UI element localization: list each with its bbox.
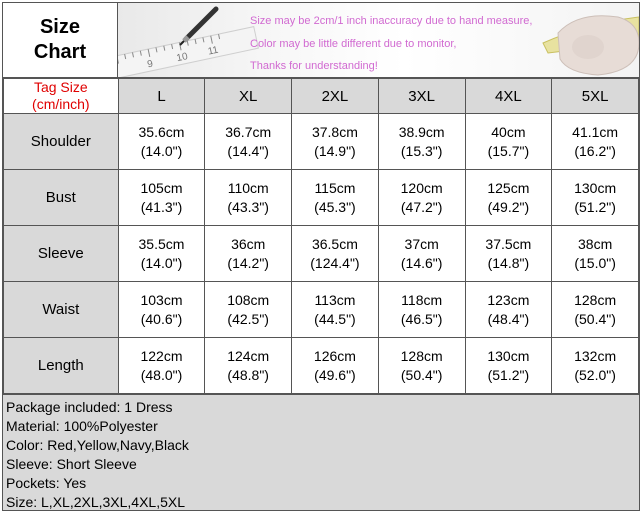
cell-inch: (40.6"): [140, 310, 183, 327]
cell-inch: (44.5"): [314, 310, 356, 327]
cell-cm: 126cm: [313, 347, 356, 364]
size-table: [3, 78, 639, 394]
cell-inch: (15.3"): [400, 142, 443, 159]
cell-inch: (42.5"): [227, 310, 269, 327]
cell-inch: (14.0"): [140, 254, 183, 271]
cell-inch: (14.9"): [314, 142, 356, 159]
table-cell: [205, 114, 292, 170]
table-cell: [552, 170, 639, 226]
table-cell: [465, 114, 552, 170]
cell-cm: 35.5cm: [138, 235, 185, 252]
cell-cm: 122cm: [140, 347, 183, 364]
cell-inch: (47.2"): [400, 198, 443, 215]
chart-title: [3, 3, 118, 77]
row-label-shoulder: Shoulder: [4, 114, 119, 170]
table-cell: [552, 338, 639, 394]
cell-inch: (50.4"): [574, 310, 616, 327]
info-pockets: Pockets: Yes: [6, 475, 87, 491]
cell-cm: 110cm: [227, 179, 269, 196]
product-info: [3, 394, 639, 510]
row-label-bust: Bust: [4, 170, 119, 226]
cell-inch: (51.2"): [487, 366, 530, 383]
cell-inch: (43.3"): [227, 198, 269, 215]
ruler-mark-9: 9: [146, 58, 155, 71]
tag-size-label-line-1: Tag Size: [33, 79, 88, 95]
ruler-mark-10: 10: [175, 51, 189, 65]
info-material: Material: 100%Polyester: [6, 418, 158, 434]
table-cell: [292, 282, 379, 338]
info-sleeve: Sleeve: Short Sleeve: [6, 456, 137, 472]
table-row-sleeve: [4, 226, 639, 282]
table-cell: [465, 338, 552, 394]
table-cell: [378, 226, 465, 282]
table-row-waist: [4, 282, 639, 338]
size-header-2xl: 2XL: [292, 79, 379, 114]
cell-cm: 41.1cm: [572, 123, 619, 140]
cell-inch: (48.8"): [227, 366, 269, 383]
note-thanks: Thanks for understanding!: [250, 60, 378, 72]
table-cell: [292, 226, 379, 282]
tag-size-label-line-2: (cm/inch): [32, 96, 90, 112]
table-cell: [205, 170, 292, 226]
cell-cm: 36cm: [231, 235, 266, 252]
size-header-xl: XL: [205, 79, 292, 114]
cell-cm: 130cm: [487, 347, 530, 364]
cell-cm: 124cm: [227, 347, 270, 364]
cell-inch: (46.5"): [400, 310, 443, 327]
cell-inch: (41.3"): [140, 198, 183, 215]
cell-inch: (14.4"): [227, 142, 269, 159]
row-label-length: Length: [4, 338, 119, 394]
table-cell: [378, 338, 465, 394]
cell-cm: 132cm: [574, 347, 617, 364]
table-cell: [205, 338, 292, 394]
cell-cm: 103cm: [140, 291, 183, 308]
hand-tape-measure-illustration: [543, 16, 639, 75]
measurement-banner: [118, 3, 639, 77]
note-inaccuracy: Size may be 2cm/1 inch inaccuracy due to hand measure,: [250, 15, 533, 27]
size-header-5xl: 5XL: [552, 79, 639, 114]
cell-cm: 37.8cm: [311, 123, 358, 140]
table-cell: [118, 226, 205, 282]
size-header-row: [4, 79, 639, 114]
table-cell: [118, 282, 205, 338]
table-cell: [118, 338, 205, 394]
table-cell: [552, 114, 639, 170]
table-cell: [118, 114, 205, 170]
chart-title-line-1: Size: [39, 16, 80, 38]
size-header-3xl: 3XL: [378, 79, 465, 114]
chart-title-line-2: Chart: [33, 41, 87, 63]
cell-inch: (16.2"): [574, 142, 616, 159]
table-cell: [292, 338, 379, 394]
cell-cm: 130cm: [574, 179, 617, 196]
cell-cm: 128cm: [400, 347, 443, 364]
cell-inch: (14.2"): [227, 254, 269, 271]
table-cell: [378, 114, 465, 170]
tag-size-label: [4, 79, 119, 114]
ruler-mark-11: 11: [206, 44, 220, 58]
table-cell: [378, 170, 465, 226]
cell-inch: (48.4"): [487, 310, 530, 327]
size-header-l: L: [118, 79, 205, 114]
cell-cm: 36.7cm: [225, 123, 272, 140]
cell-cm: 38cm: [578, 235, 613, 252]
size-header-4xl: 4XL: [465, 79, 552, 114]
cell-cm: 120cm: [400, 179, 443, 196]
cell-cm: 123cm: [487, 291, 530, 308]
cell-cm: 37cm: [404, 235, 439, 252]
cell-inch: (50.4"): [400, 366, 443, 383]
cell-inch: (15.0"): [574, 254, 616, 271]
table-cell: [465, 226, 552, 282]
cell-cm: 38.9cm: [398, 123, 445, 140]
row-label-waist: Waist: [4, 282, 119, 338]
table-cell: [552, 282, 639, 338]
cell-cm: 105cm: [140, 179, 183, 196]
note-color: Color may be little different due to monitor,: [250, 38, 457, 50]
cell-cm: 118cm: [401, 291, 443, 308]
table-cell: [465, 170, 552, 226]
table-cell: [378, 282, 465, 338]
size-chart: [2, 2, 640, 511]
cell-cm: 36.5cm: [311, 235, 358, 252]
cell-cm: 115cm: [314, 179, 356, 196]
info-size: Size: L,XL,2XL,3XL,4XL,5XL: [6, 494, 186, 510]
row-label-sleeve: Sleeve: [4, 226, 119, 282]
cell-inch: (51.2"): [574, 198, 616, 215]
cell-inch: (48.0"): [140, 366, 183, 383]
table-row-shoulder: [4, 114, 639, 170]
cell-inch: (15.7"): [487, 142, 530, 159]
cell-cm: 108cm: [227, 291, 270, 308]
table-cell: [292, 114, 379, 170]
cell-cm: 113cm: [314, 291, 356, 308]
table-cell: [552, 226, 639, 282]
cell-inch: (45.3"): [314, 198, 356, 215]
cell-inch: (14.8"): [487, 254, 530, 271]
cell-inch: (14.0"): [140, 142, 183, 159]
cell-cm: 125cm: [487, 179, 530, 196]
cell-cm: 40cm: [491, 123, 526, 140]
table-cell: [292, 170, 379, 226]
table-row-length: [4, 338, 639, 394]
cell-inch: (49.2"): [487, 198, 530, 215]
cell-cm: 35.6cm: [138, 123, 185, 140]
table-cell: [465, 282, 552, 338]
table-cell: [205, 282, 292, 338]
info-color: Color: Red,Yellow,Navy,Black: [6, 437, 189, 453]
cell-inch: (52.0"): [574, 366, 616, 383]
chart-header: [3, 3, 639, 78]
table-row-bust: [4, 170, 639, 226]
cell-cm: 128cm: [574, 291, 617, 308]
cell-inch: (49.6"): [314, 366, 356, 383]
cell-cm: 37.5cm: [485, 235, 532, 252]
cell-inch: (124.4"): [310, 254, 360, 271]
info-package: Package included: 1 Dress: [6, 399, 173, 415]
table-cell: [205, 226, 292, 282]
cell-inch: (14.6"): [400, 254, 443, 271]
table-cell: [118, 170, 205, 226]
